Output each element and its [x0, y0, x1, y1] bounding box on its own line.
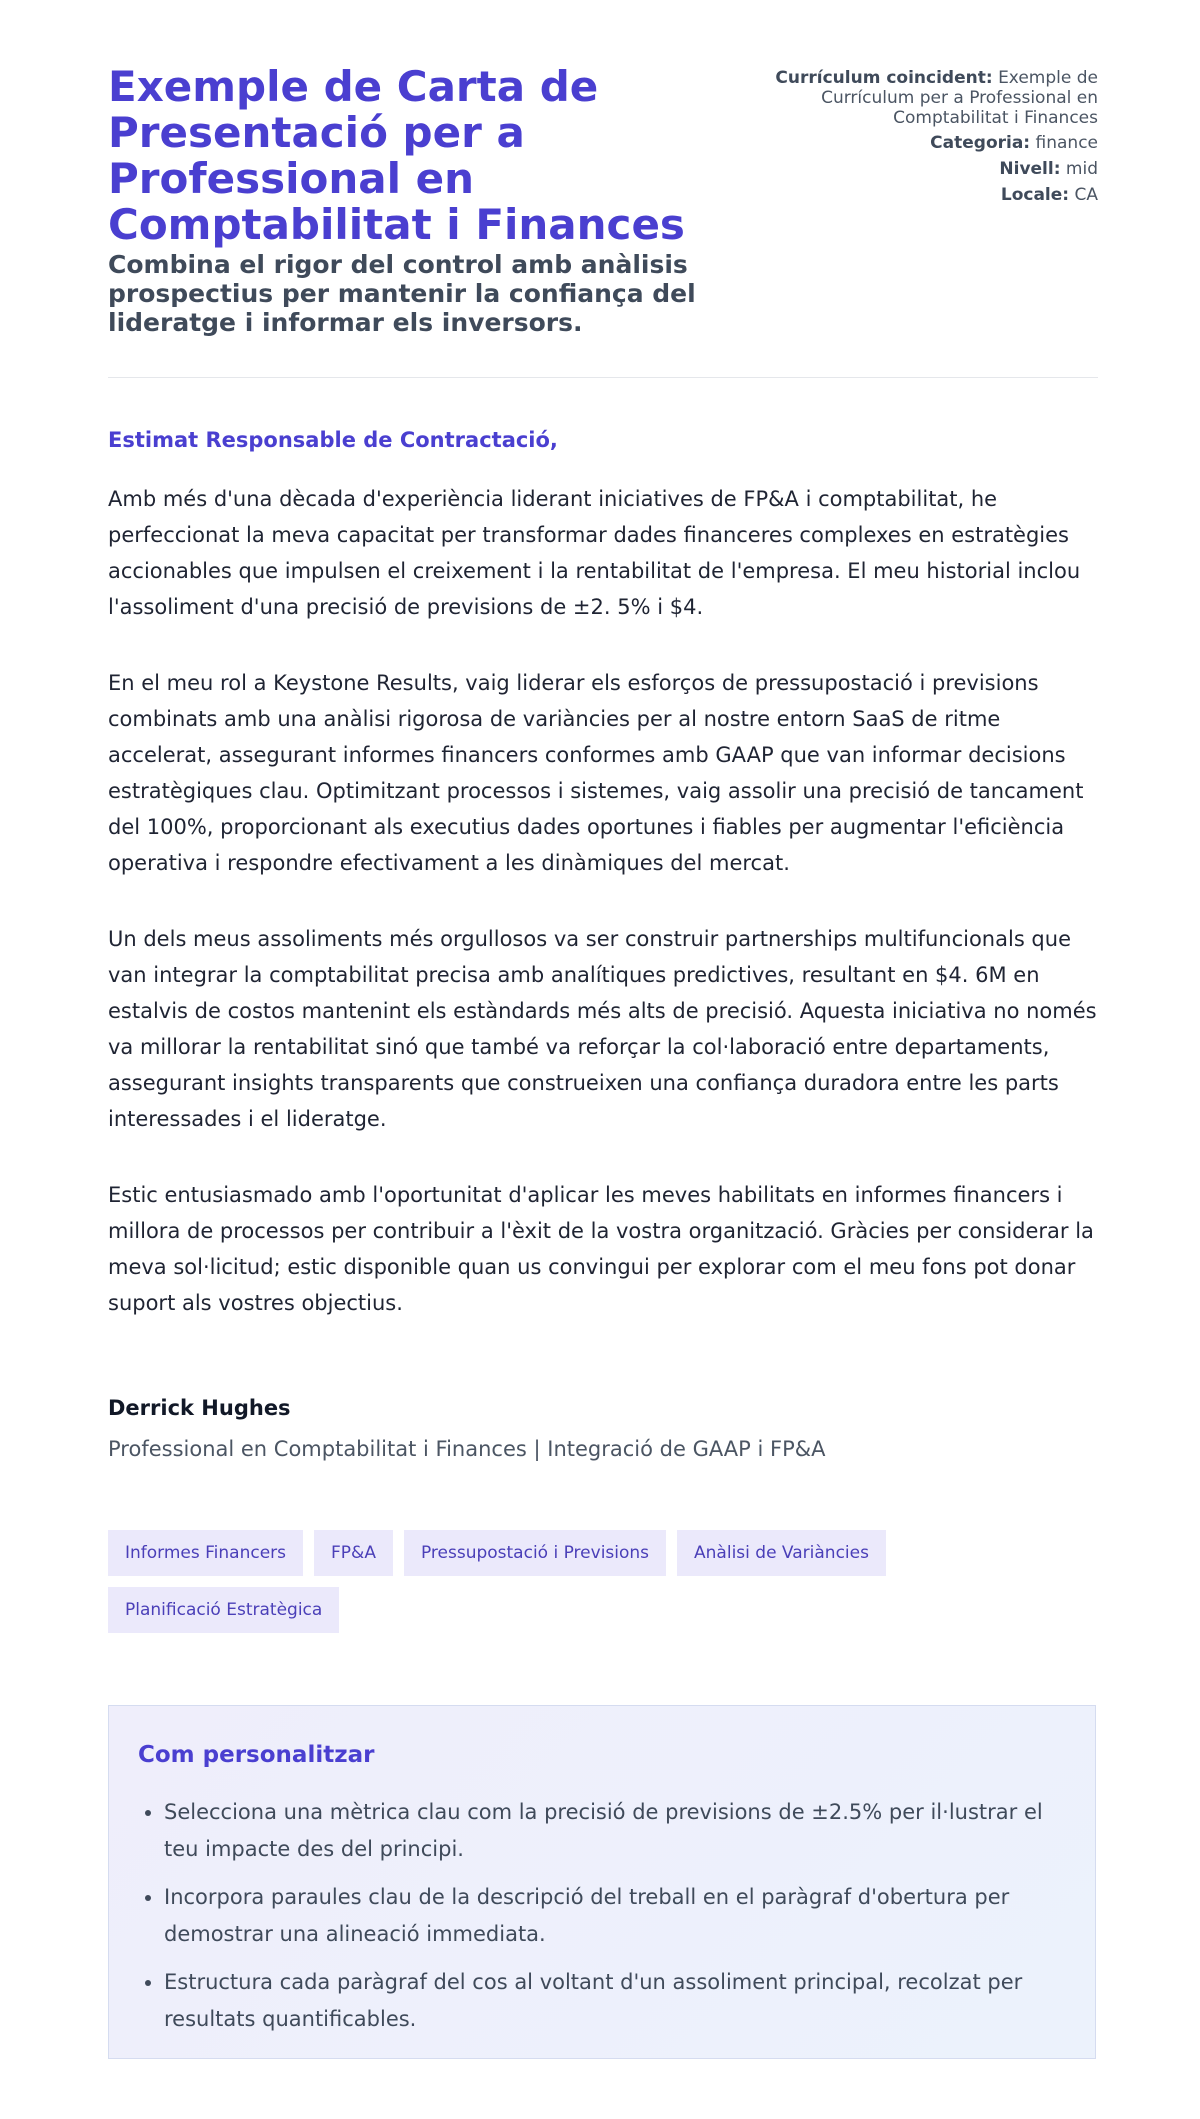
skill-tag: Informes Financers — [108, 1530, 303, 1576]
meta-category-value: finance — [1035, 133, 1098, 153]
customization-tips-box — [108, 1705, 1096, 2059]
letter-body — [108, 481, 1103, 1361]
signature-role: Professional en Comptabilitat i Finances | Integració de GAAP i FP&A — [108, 1437, 826, 1461]
page-header — [108, 64, 1098, 337]
tip-item: • Selecciona una mètrica clau com la precisió de previsions de ±2.5% per il·lustrar el teu impacte des del principi. — [164, 1794, 1064, 1868]
tips-title: Com personalitzar — [138, 1742, 375, 1768]
letter-paragraph: Un dels meus assoliments més orgullosos va ser construir partnerships multifuncionals que van integrar la comptabilitat precisa amb analítiques predictives, resultant en $4. 6M en estalvis de costos mantenint els estàndards més alts de precisió. Aquesta iniciativa no només va millorar la rentabilitat sinó que també va reforçar la col·laboració entre departaments, assegurant insights transparents que construeixen una confiança duradora entre les parts interessades i el lideratge. — [108, 927, 1097, 1131]
skill-tag: Pressupostació i Previsions — [404, 1530, 666, 1576]
meta-locale-value: CA — [1074, 185, 1098, 205]
meta-level-value: mid — [1065, 159, 1098, 179]
tips-list — [138, 1794, 1064, 2049]
skill-tag: Anàlisi de Variàncies — [677, 1530, 886, 1576]
tip-item: • Estructura cada paràgraf del cos al voltant d'un assoliment principal, recolzat per resultats quantificables. — [164, 1964, 1064, 2038]
meta-locale-label: Locale: — [1000, 185, 1070, 205]
meta-locale — [768, 185, 1098, 205]
meta-matching-resume — [768, 68, 1098, 128]
metadata-panel — [768, 68, 1098, 211]
meta-level — [768, 159, 1098, 179]
skill-tag: Planificació Estratègica — [108, 1587, 339, 1633]
letter-greeting: Estimat Responsable de Contractació, — [108, 428, 558, 452]
page-title: Exemple de Carta de Presentació per a Professional en Comptabilitat i Finances — [108, 62, 685, 249]
signature-name: Derrick Hughes — [108, 1396, 291, 1420]
tag-row — [108, 1587, 1108, 1633]
tag-row — [108, 1530, 1108, 1576]
tip-item: • Incorpora paraules clau de la descripció del treball en el paràgraf d'obertura per demostrar una alineació immediata. — [164, 1879, 1064, 1953]
letter-paragraph: Estic entusiasmado amb l'oportunitat d'aplicar les meves habilitats en informes financers i millora de processos per contribuir a l'èxit de la vostra organització. Gràcies per considerar la meva sol·licitud; estic disponible quan us convingui per explorar com el meu fons pot donar suport als vostres objectius. — [108, 1183, 1094, 1315]
skill-tags — [108, 1530, 1108, 1644]
letter-paragraph: En el meu rol a Keystone Results, vaig liderar els esforços de pressupostació i previsions combinats amb una anàlisi rigorosa de variàncies per al nostre entorn SaaS de ritme accelerat, assegurant informes financers conformes amb GAAP que van informar decisions estratègiques clau. Optimitzant processos i sistemes, vaig assolir una precisió de tancament del 100%, proporcionant als executius dades oportunes i fiables per augmentar l'eficiència operativa i respondre efectivament a les dinàmiques del mercat. — [108, 671, 1084, 875]
header-divider — [108, 377, 1098, 378]
meta-category-label: Categoria: — [930, 133, 1031, 153]
skill-tag: FP&A — [314, 1530, 393, 1576]
meta-level-label: Nivell: — [999, 159, 1061, 179]
page-subtitle: Combina el rigor del control amb anàlisis prospectius per mantenir la confiança del lideratge i informar els inversors. — [108, 250, 696, 337]
meta-resume-label: Currículum coincident: — [775, 68, 993, 88]
meta-category — [768, 133, 1098, 153]
meta-resume-value: Exemple de Currículum per a Professional en Comptabilitat i Finances — [821, 68, 1098, 128]
letter-paragraph: Amb més d'una dècada d'experiència liderant iniciatives de FP&A i comptabilitat, he perfeccionat la meva capacitat per transformar dades financeres complexes en estratègies accionables que impulsen el creixement i la rentabilitat de l'empresa. El meu historial inclou l'assoliment d'una precisió de previsions de ±2. 5% i $4. — [108, 487, 1081, 619]
